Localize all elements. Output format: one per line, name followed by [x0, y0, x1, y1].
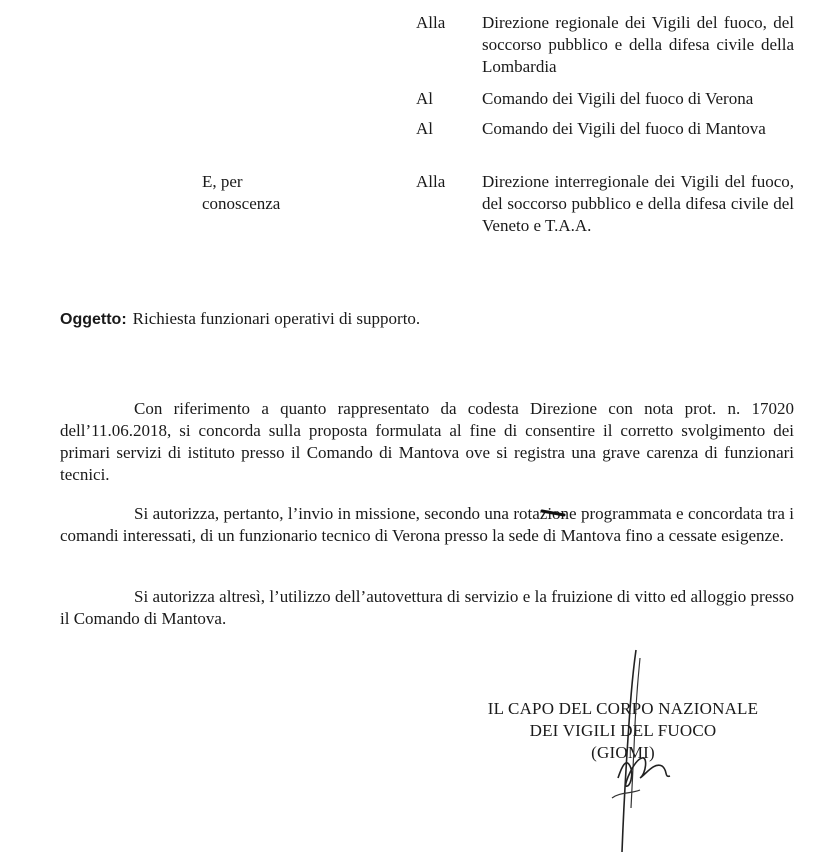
- subject-label: Oggetto:: [60, 311, 127, 328]
- body-paragraph-2: [60, 503, 794, 547]
- body-paragraph-1: [60, 398, 794, 486]
- recipient-address: Direzione regionale dei Vigili del fuoco, del soccorso pubblico e della difesa civile della Lombardia: [482, 13, 794, 76]
- recipient-preposition: Alla: [416, 172, 446, 191]
- handwritten-signature: [590, 648, 690, 854]
- recipient-preposition: Al: [416, 89, 433, 108]
- recipient-address: Comando dei Vigili del fuoco di Mantova: [482, 119, 766, 138]
- recipient-preposition: Alla: [416, 13, 446, 32]
- recipient-address: Direzione interregionale dei Vigili del fuoco, del soccorso pubblico e della difesa civile del Veneto e T.A.A.: [482, 172, 794, 235]
- signature-line-3: (GIOMI): [591, 743, 655, 762]
- body-paragraph-3: [60, 586, 794, 630]
- recipient-preposition: Al: [416, 119, 433, 138]
- cc-label: E, per conoscenza: [202, 172, 281, 213]
- subject-text: Richiesta funzionari operativi di supporto.: [132, 309, 421, 328]
- subject-line: [60, 308, 420, 331]
- paragraph-text: Si autorizza altresì, l’utilizzo dell’autovettura di servizio e la fruizione di vitto ed alloggio presso il Comando di Mantova.: [60, 587, 794, 628]
- pen-mark: [540, 508, 570, 518]
- recipient-address: Comando dei Vigili del fuoco di Verona: [482, 89, 754, 108]
- paragraph-text: Con riferimento a quanto rappresentato da codesta Direzione con nota prot. n. 17020 dell’11.06.2018, si concorda sulla proposta formulata al fine di consentire il corretto svolgimento dei primari servizi di istituto presso il Comando di Mantova ove si registra una grave carenza di funzionari tecnici.: [60, 399, 794, 484]
- paragraph-text: Si autorizza, pertanto, l’invio in missione, secondo una rotazione programmata e concordata tra i comandi interessati, di un funzionario tecnico di Verona presso la sede di Mantova fino a cessate esigenze.: [60, 504, 794, 545]
- signature-line-2: DEI VIGILI DEL FUOCO: [529, 721, 717, 740]
- signature-line-1: IL CAPO DEL CORPO NAZIONALE: [487, 699, 759, 718]
